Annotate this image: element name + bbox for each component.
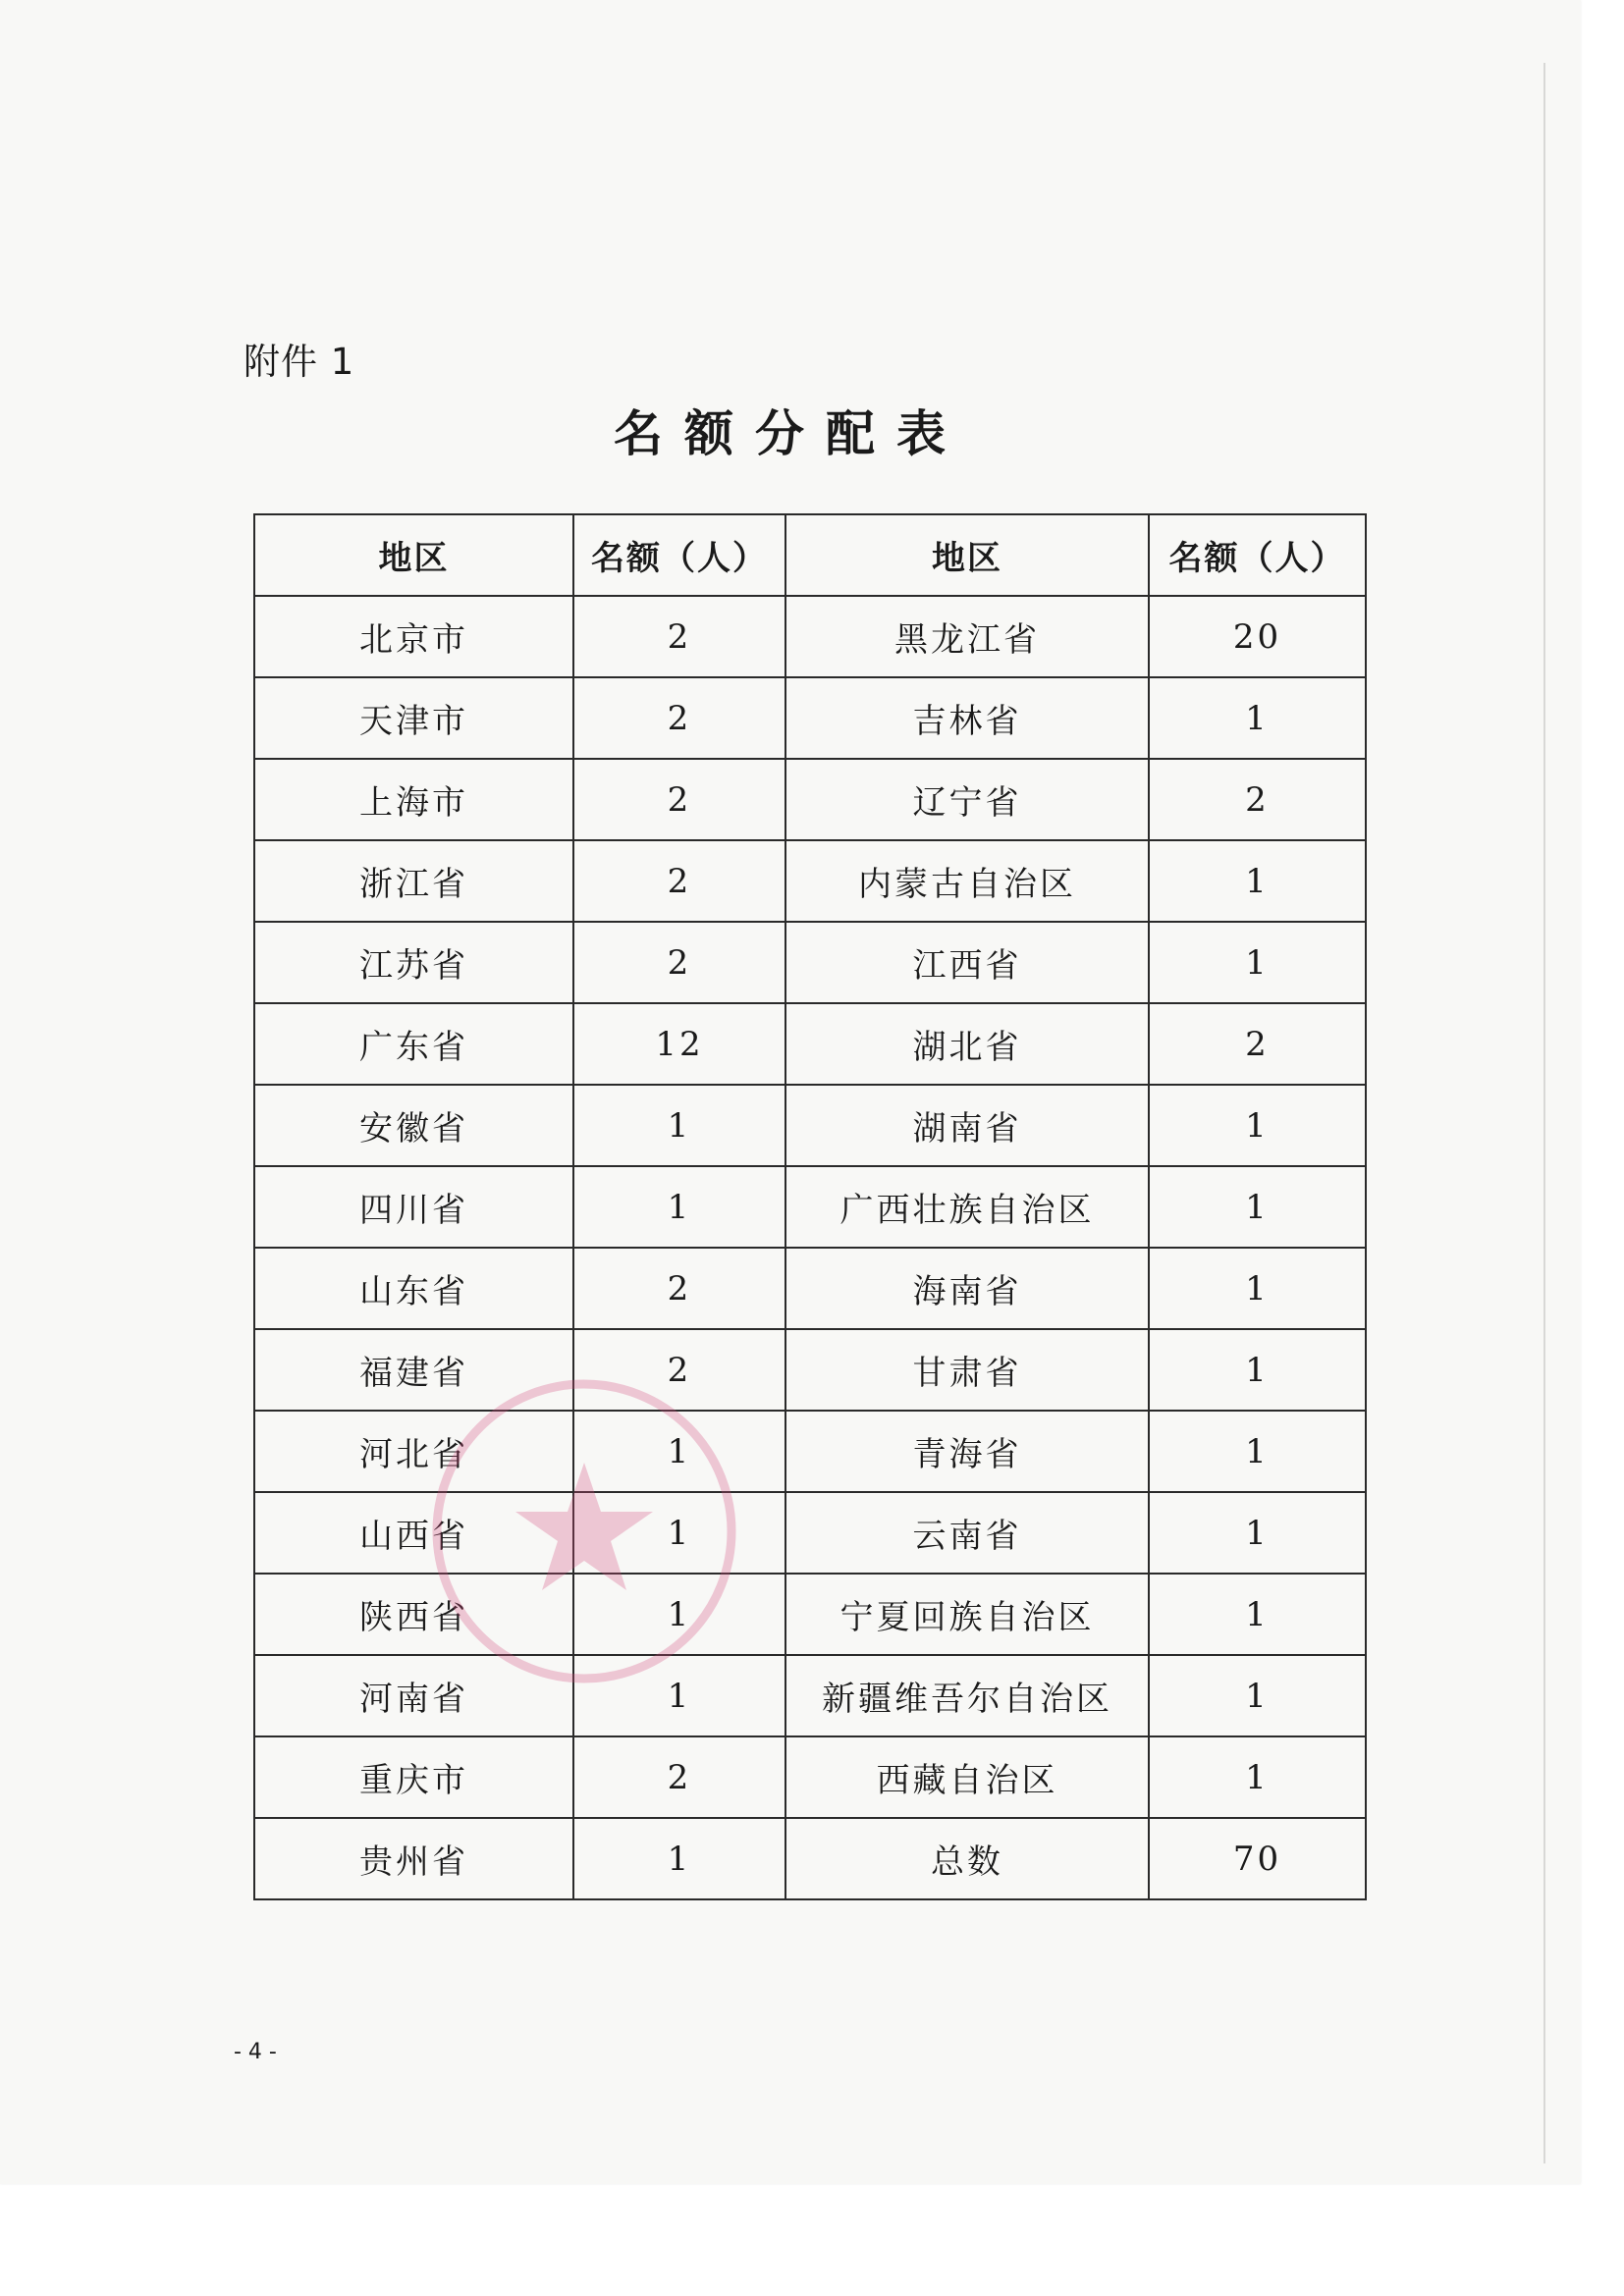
quota-allocation-table <box>253 513 1367 1900</box>
quota-left-cell: 12 <box>573 1003 785 1085</box>
table-row <box>254 1248 1366 1329</box>
quota-left-cell: 2 <box>573 596 785 677</box>
quota-left-cell: 1 <box>573 1574 785 1655</box>
region-right-cell: 内蒙古自治区 <box>785 840 1149 922</box>
quota-right-cell: 1 <box>1149 1329 1366 1411</box>
quota-right-cell: 1 <box>1149 677 1366 759</box>
region-right-cell: 海南省 <box>785 1248 1149 1329</box>
region-right-cell: 湖南省 <box>785 1085 1149 1166</box>
quota-left-cell: 2 <box>573 922 785 1003</box>
table-row <box>254 1818 1366 1899</box>
region-left-cell: 福建省 <box>254 1329 573 1411</box>
region-left-cell: 广东省 <box>254 1003 573 1085</box>
quota-right-cell: 1 <box>1149 1166 1366 1248</box>
quota-left-cell: 1 <box>573 1492 785 1574</box>
region-left-cell: 贵州省 <box>254 1818 573 1899</box>
region-left-cell: 上海市 <box>254 759 573 840</box>
quota-left-cell: 2 <box>573 1736 785 1818</box>
region-left-cell: 安徽省 <box>254 1085 573 1166</box>
header-quota-left: 名额（人） <box>573 514 785 596</box>
region-right-cell: 总数 <box>785 1818 1149 1899</box>
region-left-cell: 重庆市 <box>254 1736 573 1818</box>
table-row <box>254 677 1366 759</box>
region-right-cell: 辽宁省 <box>785 759 1149 840</box>
quota-right-cell: 1 <box>1149 1248 1366 1329</box>
table-row <box>254 1492 1366 1574</box>
header-region-right: 地区 <box>785 514 1149 596</box>
region-right-cell: 黑龙江省 <box>785 596 1149 677</box>
quota-right-cell: 1 <box>1149 1411 1366 1492</box>
quota-left-cell: 1 <box>573 1818 785 1899</box>
region-left-cell: 浙江省 <box>254 840 573 922</box>
region-right-cell: 云南省 <box>785 1492 1149 1574</box>
page-number: - 4 - <box>234 2040 277 2064</box>
page-title: 名额分配表 <box>614 405 967 462</box>
header-quota-right: 名额（人） <box>1149 514 1366 596</box>
table-row <box>254 922 1366 1003</box>
table-row <box>254 1655 1366 1736</box>
quota-left-cell: 2 <box>573 1329 785 1411</box>
quota-right-cell: 1 <box>1149 840 1366 922</box>
header-region-left: 地区 <box>254 514 573 596</box>
table-row <box>254 1003 1366 1085</box>
quota-left-cell: 2 <box>573 759 785 840</box>
quota-left-cell: 1 <box>573 1411 785 1492</box>
region-right-cell: 青海省 <box>785 1411 1149 1492</box>
table-row <box>254 1736 1366 1818</box>
quota-right-cell: 1 <box>1149 1655 1366 1736</box>
page-edge-divider <box>1543 63 1545 2163</box>
region-right-cell: 新疆维吾尔自治区 <box>785 1655 1149 1736</box>
region-right-cell: 湖北省 <box>785 1003 1149 1085</box>
region-left-cell: 河北省 <box>254 1411 573 1492</box>
attachment-label: 附件 1 <box>244 341 355 383</box>
region-right-cell: 江西省 <box>785 922 1149 1003</box>
region-left-cell: 山东省 <box>254 1248 573 1329</box>
table-row <box>254 1574 1366 1655</box>
quota-left-cell: 1 <box>573 1166 785 1248</box>
quota-right-cell: 20 <box>1149 596 1366 677</box>
quota-left-cell: 2 <box>573 840 785 922</box>
table-row <box>254 1411 1366 1492</box>
table-row <box>254 596 1366 677</box>
table-row <box>254 1166 1366 1248</box>
region-right-cell: 甘肃省 <box>785 1329 1149 1411</box>
region-left-cell: 陕西省 <box>254 1574 573 1655</box>
region-left-cell: 北京市 <box>254 596 573 677</box>
quota-left-cell: 2 <box>573 1248 785 1329</box>
region-right-cell: 宁夏回族自治区 <box>785 1574 1149 1655</box>
table-body <box>254 596 1366 1899</box>
region-right-cell: 广西壮族自治区 <box>785 1166 1149 1248</box>
region-left-cell: 江苏省 <box>254 922 573 1003</box>
table-row <box>254 1329 1366 1411</box>
quota-left-cell: 1 <box>573 1085 785 1166</box>
quota-right-cell: 1 <box>1149 922 1366 1003</box>
region-left-cell: 四川省 <box>254 1166 573 1248</box>
region-right-cell: 西藏自治区 <box>785 1736 1149 1818</box>
table-header-row <box>254 514 1366 596</box>
quota-right-cell: 1 <box>1149 1574 1366 1655</box>
table-row <box>254 840 1366 922</box>
region-left-cell: 山西省 <box>254 1492 573 1574</box>
quota-right-cell: 1 <box>1149 1492 1366 1574</box>
region-left-cell: 天津市 <box>254 677 573 759</box>
quota-right-cell: 2 <box>1149 1003 1366 1085</box>
table-row <box>254 759 1366 840</box>
region-left-cell: 河南省 <box>254 1655 573 1736</box>
region-right-cell: 吉林省 <box>785 677 1149 759</box>
quota-right-cell: 70 <box>1149 1818 1366 1899</box>
quota-left-cell: 2 <box>573 677 785 759</box>
quota-right-cell: 1 <box>1149 1736 1366 1818</box>
quota-right-cell: 1 <box>1149 1085 1366 1166</box>
quota-left-cell: 1 <box>573 1655 785 1736</box>
quota-right-cell: 2 <box>1149 759 1366 840</box>
table-row <box>254 1085 1366 1166</box>
